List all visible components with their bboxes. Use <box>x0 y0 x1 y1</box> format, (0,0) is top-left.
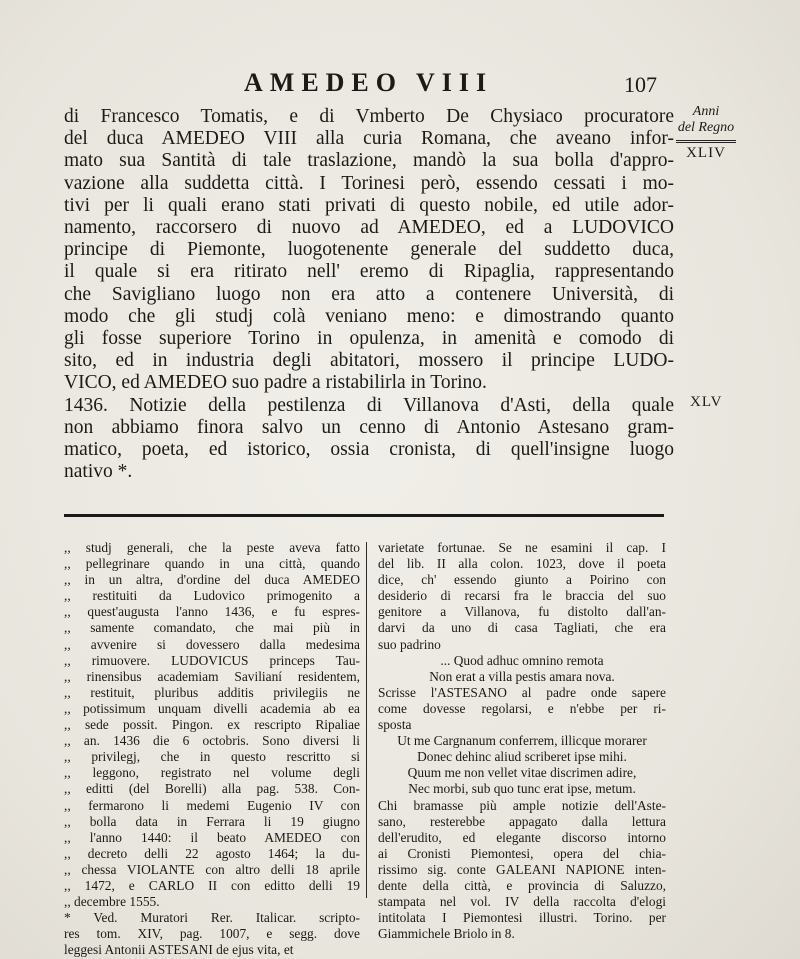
footnote-line: ,, rinensibus academiam Savilianí residentem, <box>64 668 360 684</box>
footnote-line: genitore a Villanova, fu distolto dall'an- <box>378 604 666 620</box>
footnote-line: varietate fortunae. Se ne esamini il cap. I <box>378 540 666 555</box>
footnote-line: ,, 1472, e CARLO II con editto delli 19 <box>64 877 360 893</box>
footnote-line: ai Cronisti Piemontesi, opera del chia- <box>378 845 666 861</box>
footnotes-right-column <box>378 540 666 942</box>
footnote-line: ,, l'anno 1440: il beato AMEDEO con <box>64 829 360 845</box>
main-text-line: matico, poeta, ed istorico, ossia cronista, di quell'insigne luogo <box>64 439 674 461</box>
footnote-line: ,, decembre 1555. <box>64 894 160 910</box>
margin-rule <box>676 140 736 143</box>
main-text-line: 1436. Notizie della pestilenza di Villanova d'Asti, della quale <box>64 394 674 416</box>
margin-anni: Anni <box>692 104 720 119</box>
footnote-line: ,, quest'augusta l'anno 1436, e fu espres- <box>64 604 360 620</box>
main-text-line: mato sua Santità di tale traslazione, mandò la sua bolla d'appro- <box>64 150 674 172</box>
footnote-line: ,, privilegj, che in questo rescritto si <box>64 749 360 765</box>
footnote-line: ,, pellegrinare quando in una città, quando <box>64 556 360 572</box>
main-text-line: che Savigliano luogo non era atto a contenere Università, di <box>64 283 674 305</box>
footnote-line: ,, samente comandato, che mai più in <box>64 620 360 636</box>
footnote-line: ,, editti (del Borelli) alla pag. 538. Con- <box>64 781 360 797</box>
footnote-line: intitolata I Piemontesi illustri. Torino. per <box>378 910 666 926</box>
margin-reign-year-45: XLV <box>690 394 723 410</box>
footnote-line: ,, leggono, registrato nel volume degli <box>64 765 360 781</box>
footnote-line: sano, resterebbe appagato dalla lettura <box>378 813 666 829</box>
footnote-line: ,, fermarono li medemi Eugenio IV con <box>64 797 360 813</box>
footnote-line: darvi da uno di casa Tagliati, che era <box>378 620 666 636</box>
margin-notes <box>672 104 740 162</box>
footnote-line: ,, avvenire si dovessero dalla medesima <box>64 636 360 652</box>
main-text-line: tivi per li quali erano stati privati di questo nobile, ed utile ador- <box>64 194 674 216</box>
footnote-line: come dovesse regolarsi, e n'ebbe per ri- <box>378 700 666 716</box>
margin-del-regno: del Regno <box>677 120 735 135</box>
main-text-line: di Francesco Tomatis, e di Vmberto De Chysiaco procuratore <box>64 106 674 127</box>
footnote-line: ,, chessa VIOLANTE con altro delli 18 aprile <box>64 861 360 877</box>
footnote-line: ,, studj generali, che la peste aveva fatto <box>64 540 360 555</box>
main-text-line: namento, raccorsero di nuovo ad AMEDEO, ed a LUDOVICO <box>64 217 674 239</box>
footnote-line: sposta <box>378 717 412 733</box>
main-text-line: non abbiamo finora salvo un cenno di Antonio Astesano gram- <box>64 416 674 438</box>
footnote-line: dell'erudito, ed elegante discorso intorno <box>378 829 666 845</box>
footnote-line: ... Quod adhuc omnino remota <box>440 652 604 668</box>
footnote-line: Ut me Cargnanum conferrem, illicque morarer <box>397 733 647 749</box>
main-text-line: il quale si era ritirato nell' eremo di Ripaglia, rappresentando <box>64 261 674 283</box>
footnote-line: dente della città, e provincia di Saluzzo, <box>378 877 666 893</box>
footnote-line: desiderio di recarsi fra le braccia del suo <box>378 588 666 604</box>
main-text-line: sito, ed in industria degli abitatori, mossero il principe LUDO- <box>64 350 674 372</box>
footnote-line: leggesi Antonii ASTESANI de ejus vita, et <box>64 942 294 958</box>
footnote-line: del lib. II alla colon. 1023, dove il poeta <box>378 556 666 572</box>
main-text-line: del duca AMEDEO VIII alla curia Romana, che aveano infor- <box>64 128 674 150</box>
footnote-line: res tom. XIV, pag. 1007, e segg. dove <box>64 926 360 942</box>
footnote-line: Chi bramasse più ample notizie dell'Aste- <box>378 797 666 813</box>
footnote-line: rissimo sig. conte GALEANI NAPIONE inten- <box>378 861 666 877</box>
footnote-line: stampata nel vol. IV della raccolta d'elogi <box>378 894 666 910</box>
footnote-line: ,, potissimum unquam divelli academia ab ea <box>64 700 360 716</box>
footnote-line: dice, ch' essendo giunto a Poirino con <box>378 572 666 588</box>
footnote-line: Donec dehinc aliud scriberet ipse mihi. <box>417 749 627 765</box>
footnote-line: ,, rimuovere. LUDOVICUS princeps Tau- <box>64 652 360 668</box>
main-text <box>64 106 674 483</box>
footnote-separator-rule <box>64 514 664 517</box>
margin-reign-year-44: XLIV <box>686 145 726 161</box>
footnote-line: * Ved. Muratori Rer. Italicar. scripto- <box>64 910 360 926</box>
footnote-line: Scrisse l'ASTESANO al padre onde sapere <box>378 684 666 700</box>
footnote-line: ,, sede possit. Pingon. ex rescripto Ripaliae <box>64 717 360 733</box>
footnote-line: ,, restituiti da Ludovico primogenito a <box>64 588 360 604</box>
main-text-line: VICO, ed AMEDEO suo padre a ristabilirla in Torino. <box>64 372 487 394</box>
footnote-line: ,, decreto delli 22 agosto 1464; la du- <box>64 845 360 861</box>
footnote-line: Giammichele Briolo in 8. <box>378 926 515 942</box>
footnote-line: ,, in un altra, d'ordine del duca AMEDEO <box>64 572 360 588</box>
main-text-line: nativo *. <box>64 461 133 483</box>
running-head <box>0 68 800 100</box>
footnote-line: ,, bolla data in Ferrara li 19 giugno <box>64 813 360 829</box>
footnote-line: Non erat a villa pestis amara nova. <box>429 668 615 684</box>
footnote-line: Nec morbi, sub quo tunc erat ipse, metum. <box>408 781 636 797</box>
footnote-line: Quum me non vellet vitae discrimen adire, <box>407 765 637 781</box>
main-text-line: gli fosse superiore Torino in opulenza, in amenità e comodo di <box>64 328 674 350</box>
column-divider <box>366 542 367 898</box>
footnote-line: ,, an. 1436 die 6 octobris. Sono diversi li <box>64 733 360 749</box>
main-text-line: vazione alla suddetta città. I Torinesi però, essendo cessati i mo- <box>64 172 674 194</box>
main-text-line: modo che gli studj colà veniano meno: e dimostrando quanto <box>64 305 674 327</box>
footnote-line: suo padrino <box>378 636 441 652</box>
main-text-line: principe di Piemonte, luogotenente generale del suddetto duca, <box>64 239 674 261</box>
running-title: AMEDEO VIII <box>244 68 494 97</box>
footnote-line: ,, restituit, pluribus additis privilegiis ne <box>64 684 360 700</box>
footnotes-left-column <box>64 540 360 958</box>
page-number: 107 <box>624 72 657 97</box>
